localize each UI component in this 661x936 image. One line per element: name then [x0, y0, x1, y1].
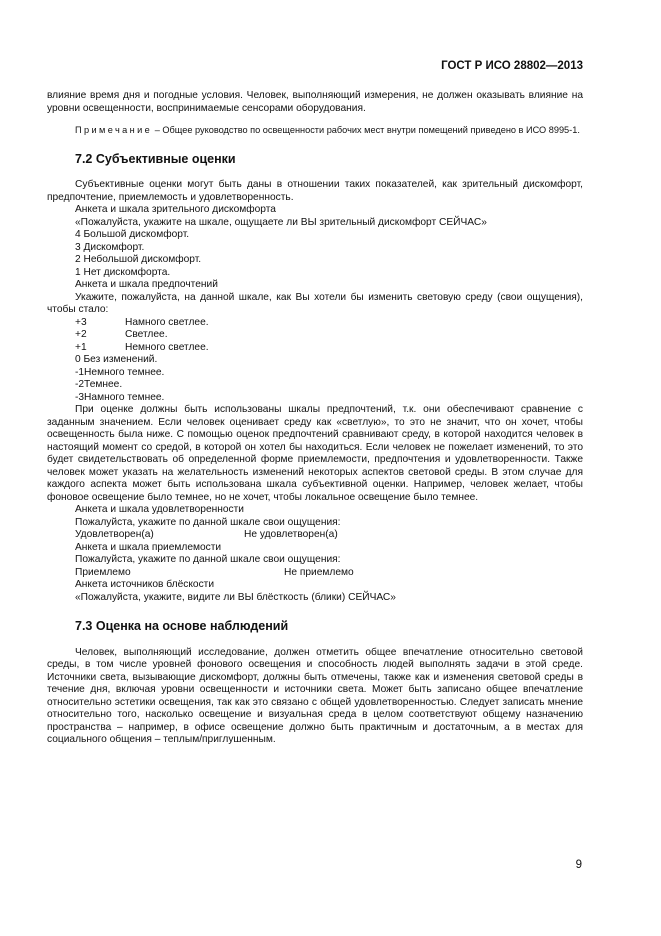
document-header: ГОСТ Р ИСО 28802—2013: [441, 60, 583, 72]
satisfaction-heading: Анкета и шкала удовлетворенности: [75, 504, 244, 515]
page-content: [47, 90, 583, 747]
preference-scale-item: -3Намного темнее.: [75, 391, 165, 403]
preference-scale-item: [47, 342, 583, 355]
satisfaction-yes: Удовлетворен(а): [75, 529, 154, 540]
discomfort-scale-item: 4 Большой дискомфорт.: [75, 229, 190, 240]
preference-question: Укажите, пожалуйста, на данной шкале, как Вы хотели бы изменить световую среду (свои ощущения), чтобы стало:: [47, 291, 583, 315]
discomfort-scale-item: 2 Небольшой дискомфорт.: [75, 254, 202, 265]
preference-scale-item: 0 Без изменений.: [75, 354, 158, 365]
section-7-3-title: 7.3 Оценка на основе наблюдений: [75, 619, 289, 633]
discomfort-heading: Анкета и шкала зрительного дискомфорта: [75, 204, 276, 215]
preference-scale-item: -1Немного темнее.: [75, 366, 165, 378]
glare-question: «Пожалуйста, укажите, видите ли ВЫ блёсткость (блики) СЕЙЧАС»: [75, 591, 396, 603]
acceptability-heading: Анкета и шкала приемлемости: [75, 541, 222, 553]
intro-paragraph: влияние время дня и погодные условия. Человек, выполняющий измерения, не должен оказывать влияние на уровни освещенности, воспринимаемые сенсорами оборудования.: [47, 90, 583, 114]
preference-code: +3: [75, 316, 87, 328]
preference-code: +2: [75, 329, 87, 340]
discomfort-question: «Пожалуйста, укажите на шкале, ощущаете ли ВЫ зрительный дискомфорт СЕЙЧАС»: [75, 216, 487, 228]
note: [47, 125, 583, 137]
preference-scale-item: [47, 317, 583, 330]
preference-label: Немного светлее.: [125, 341, 209, 353]
glare-heading: Анкета источников блёскости: [75, 579, 215, 590]
acceptability-prompt: Пожалуйста, укажите по данной шкале свои ощущения:: [75, 554, 341, 565]
acceptability-yes: Приемлемо: [75, 566, 131, 578]
page-number: 9: [575, 859, 582, 871]
preference-code: +1: [75, 341, 87, 353]
note-label: Примечание: [75, 125, 153, 135]
preference-label: Светлее.: [125, 329, 168, 340]
satisfaction-no: Не удовлетворен(а): [244, 529, 338, 540]
note-text: – Общее руководство по освещенности рабочих мест внутри помещений приведено в ИСО 8995-1.: [152, 125, 580, 135]
acceptability-scale: [47, 567, 583, 580]
section-7-2-paragraph-2: При оценке должны быть использованы шкалы предпочтений, т.к. они обеспечивают сравнение с заданным значением. Если человек оценивает среду как «светлую», то это не значит, что он хочет, чтобы освещенность была ниже. С помощью оценок предпочтений сравнивают среду, в которой находится человек в настоящий момент со средой, в которой он хотел бы находиться. Если человек не пожелает изменений, то это будет свидетельствовать об определенной форме приемлемости, предпочтения и удовлетворенности. Также человек может указать на желательность изменений некоторых аспектов световой среды. В этом случае для каждого аспекта может быть использована шкала субъективной оценки. Например, человек желает, чтобы фоновое освещение было темнее, но не хочет, чтобы локальное освещение было темнее.: [47, 404, 583, 503]
satisfaction-prompt: Пожалуйста, укажите по данной шкале свои ощущения:: [75, 516, 341, 528]
preference-scale-item: -2Темнее.: [75, 379, 123, 390]
acceptability-no: Не приемлемо: [284, 566, 354, 578]
section-7-3-paragraph: Человек, выполняющий исследование, должен отметить общее впечатление относительно световой среды, в том числе уровней фонового освещения и способность людей выполнять задачи в этой среде. Источники света, вызывающие дискомфорт, должны быть отмечены, также как и изменения световой среды в течение дня, включая уровни освещенности и источники света. Может быть записано общее впечатление относительно эстетики освещения, так как это связано с общей удовлетворенностью. Следует записать мнение относительно того, насколько освещение и визуальная среда в целом соответствуют общему назначению пространства – например, в офисе освещение должно быть практичным и достаточным, а в местах для социального общения – теплым/приглушенным.: [47, 646, 583, 745]
preference-label: Намного светлее.: [125, 316, 209, 328]
section-7-2-title: 7.2 Субъективные оценки: [75, 151, 236, 166]
preference-scale-item: [47, 329, 583, 342]
section-7-2-paragraph-1: Субъективные оценки могут быть даны в отношении таких показателей, как зрительный дискомфорт, предпочтение, приемлемость и удовлетворенность.: [47, 179, 583, 203]
discomfort-scale-item: 1 Нет дискомфорта.: [75, 266, 171, 278]
preference-heading: Анкета и шкала предпочтений: [75, 279, 218, 290]
satisfaction-scale: [47, 529, 583, 542]
discomfort-scale-item: 3 Дискомфорт.: [75, 241, 145, 253]
